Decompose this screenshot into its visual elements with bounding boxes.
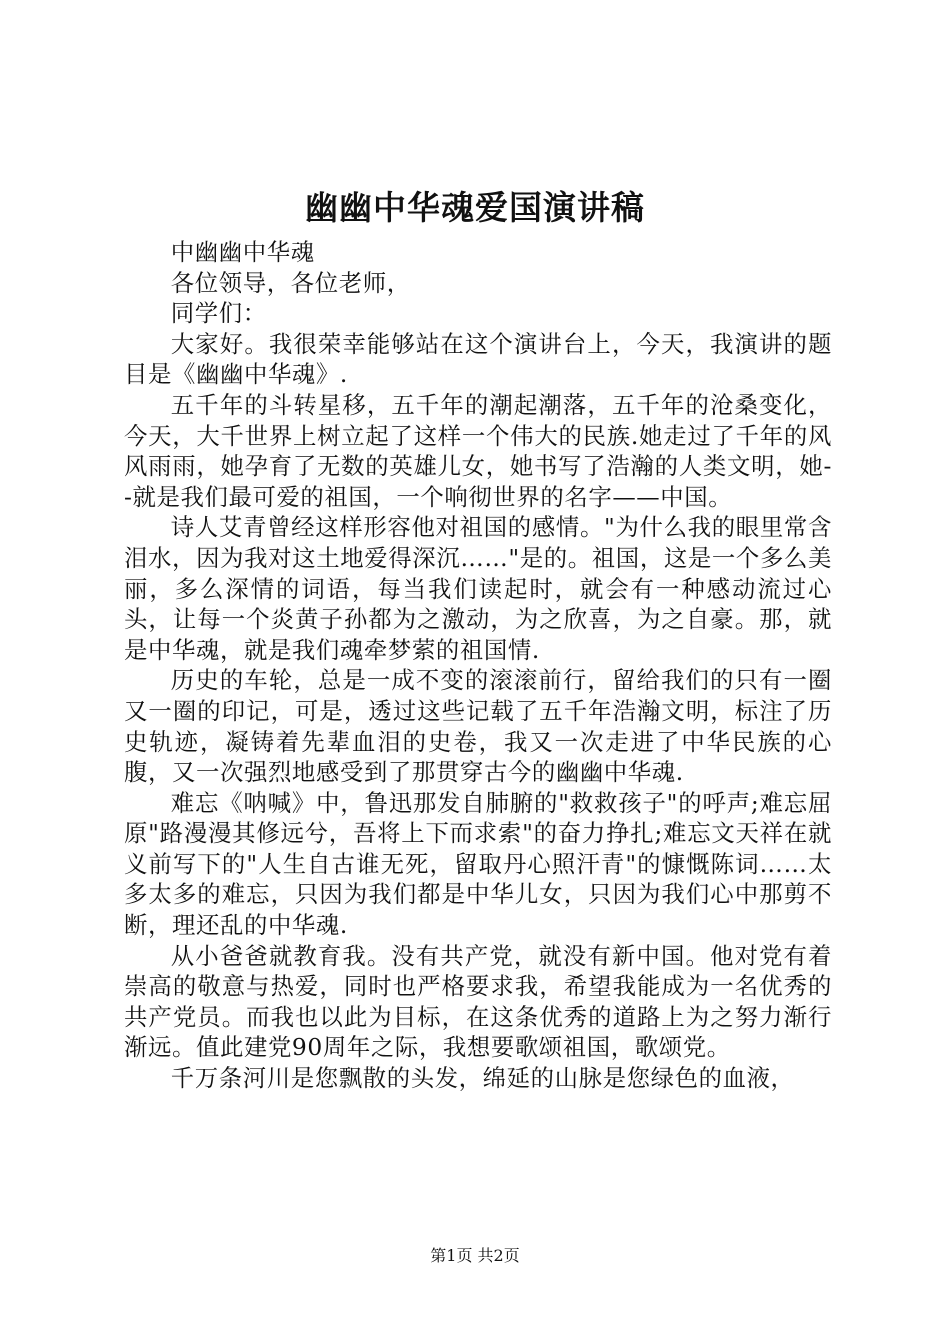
paragraph: 从小爸爸就教育我。没有共产党，就没有新中国。他对党有着崇高的敬意与热爱，同时也严格要求我，希望我能成为一名优秀的共产党员。而我也以此为目标，在这条优秀的道路上为之努力渐行渐远。值此建党90周年之际，我想要歌颂祖国，歌颂党。 xyxy=(124,941,832,1062)
page-number-footer: 第1页 共2页 xyxy=(430,1246,520,1265)
paragraph: 各位领导，各位老师， xyxy=(170,268,411,297)
paragraph: 五千年的斗转星移，五千年的潮起潮落，五千年的沧桑变化，今天，大千世界上树立起了这样一个伟大的民族.她走过了千年的风风雨雨，她孕育了无数的英雄儿女，她书写了浩瀚的人类文明，她--就是我们最可爱的祖国，一个响彻世界的名字——中国。 xyxy=(124,390,832,511)
document-title: 幽幽中华魂爱国演讲稿 xyxy=(305,188,645,227)
paragraph: 千万条河川是您飘散的头发，绵延的山脉是您绿色的血液， xyxy=(170,1064,795,1093)
paragraph: 历史的车轮，总是一成不变的滚滚前行，留给我们的只有一圈又一圈的印记，可是，透过这些记载了五千年浩瀚文明，标注了历史轨迹，凝铸着先辈血泪的史卷，我又一次走进了中华民族的心腹，又一次强烈地感受到了那贯穿古今的幽幽中华魂. xyxy=(124,666,832,787)
paragraph: 难忘《呐喊》中，鲁迅那发自肺腑的"救救孩子"的呼声;难忘屈原"路漫漫其修远兮，吾将上下而求索"的奋力挣扎;难忘文天祥在就义前写下的"人生自古谁无死，留取丹心照汗青"的慷慨陈词……太多太多的难忘，只因为我们都是中华儿女，只因为我们心中那剪不断，理还乱的中华魂. xyxy=(124,788,832,940)
paragraph: 诗人艾青曾经这样形容他对祖国的感情。"为什么我的眼里常含泪水，因为我对这土地爱得深沉……"是的。祖国，这是一个多么美丽，多么深情的词语，每当我们读起时，就会有一种感动流过心头，让每一个炎黄子孙都为之激动，为之欣喜，为之自豪。那，就是中华魂，就是我们魂牵梦萦的祖国情. xyxy=(124,513,832,664)
document-body xyxy=(124,237,832,1094)
paragraph: 大家好。我很荣幸能够站在这个演讲台上，今天，我演讲的题目是《幽幽中华魂》. xyxy=(124,329,832,389)
paragraph: 同学们： xyxy=(170,299,267,328)
paragraph: 中幽幽中华魂 xyxy=(170,238,315,266)
